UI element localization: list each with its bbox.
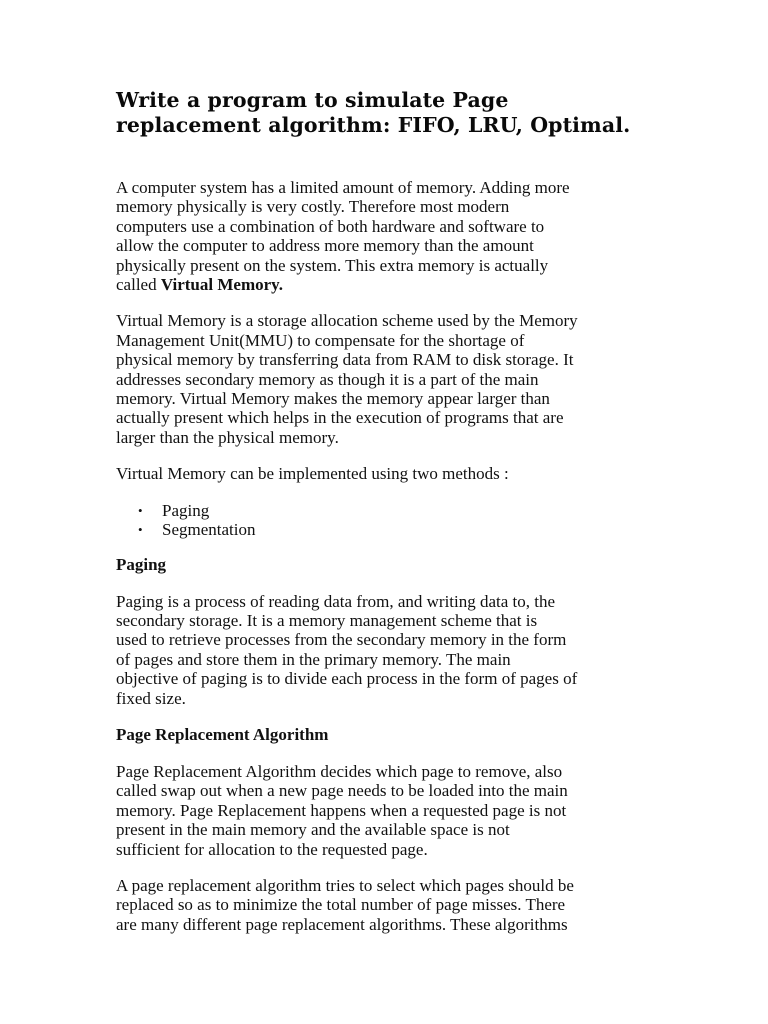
pra-line: present in the main memory and the available space is not xyxy=(116,820,510,840)
intro-paragraph xyxy=(116,178,656,294)
intro-line: computers use a combination of both hardware and software to xyxy=(116,216,545,236)
methods-intro: Virtual Memory can be implemented using two methods : xyxy=(116,464,509,484)
virtual-memory-term: Virtual Memory. xyxy=(160,275,283,295)
page-replacement-paragraph xyxy=(116,762,656,859)
pra2-line: A page replacement algorithm tries to select which pages should be xyxy=(116,875,574,895)
intro-line: A computer system has a limited amount of memory. Adding more xyxy=(116,178,570,197)
algorithm-selection-paragraph xyxy=(116,876,656,934)
bullet-icon: • xyxy=(138,522,143,538)
list-item-label: Segmentation xyxy=(162,520,256,540)
paging-line: of pages and store them in the primary memory. The main xyxy=(116,649,511,669)
pra2-line: are many different page replacement algorithms. These algorithms xyxy=(116,914,568,934)
pra-line: called swap out when a new page needs to be loaded into the main xyxy=(116,781,568,801)
pra-line: Page Replacement Algorithm decides which page to remove, also xyxy=(116,761,563,781)
list-item xyxy=(138,501,656,520)
vm-line: Management Unit(MMU) to compensate for the shortage of xyxy=(116,330,525,350)
paging-line: used to retrieve processes from the secondary memory in the form xyxy=(116,630,567,650)
vm-line: memory. Virtual Memory makes the memory appear larger than xyxy=(116,389,550,409)
intro-line: memory physically is very costly. Therefore most modern xyxy=(116,197,510,217)
paging-line: fixed size. xyxy=(116,688,186,708)
pra-line: sufficient for allocation to the requested page. xyxy=(116,839,428,859)
page-replacement-heading: Page Replacement Algorithm xyxy=(116,724,329,744)
vm-line: larger than the physical memory. xyxy=(116,427,339,447)
document-page xyxy=(116,88,656,951)
paging-line: secondary storage. It is a memory management scheme that is xyxy=(116,610,538,630)
vm-line: addresses secondary memory as though it is a part of the main xyxy=(116,369,539,389)
title-line-2: replacement algorithm: FIFO, LRU, Optimal. xyxy=(116,113,631,137)
paging-line: objective of paging is to divide each process in the form of pages of xyxy=(116,669,578,689)
intro-line-last xyxy=(116,275,656,294)
intro-last-prefix: called xyxy=(116,275,161,295)
intro-line: allow the computer to address more memory than the amount xyxy=(116,236,534,256)
intro-line: physically present on the system. This extra memory is actually xyxy=(116,255,549,275)
title-line-1: Write a program to simulate Page xyxy=(116,88,509,112)
page-title xyxy=(116,88,656,138)
vm-line: actually present which helps in the execution of programs that are xyxy=(116,408,564,428)
pra2-line: replaced so as to minimize the total number of page misses. There xyxy=(116,895,566,915)
list-item xyxy=(138,520,656,539)
paging-paragraph xyxy=(116,592,656,708)
paging-line: Paging is a process of reading data from, and writing data to, the xyxy=(116,591,556,611)
paging-heading: Paging xyxy=(116,554,167,574)
pra-line: memory. Page Replacement happens when a requested page is not xyxy=(116,800,567,820)
virtual-memory-paragraph xyxy=(116,311,656,447)
bullet-icon: • xyxy=(138,502,143,518)
vm-line: physical memory by transferring data from RAM to disk storage. It xyxy=(116,350,574,370)
vm-line: Virtual Memory is a storage allocation scheme used by the Memory xyxy=(116,311,578,331)
methods-list xyxy=(116,501,656,540)
list-item-label: Paging xyxy=(162,500,210,520)
